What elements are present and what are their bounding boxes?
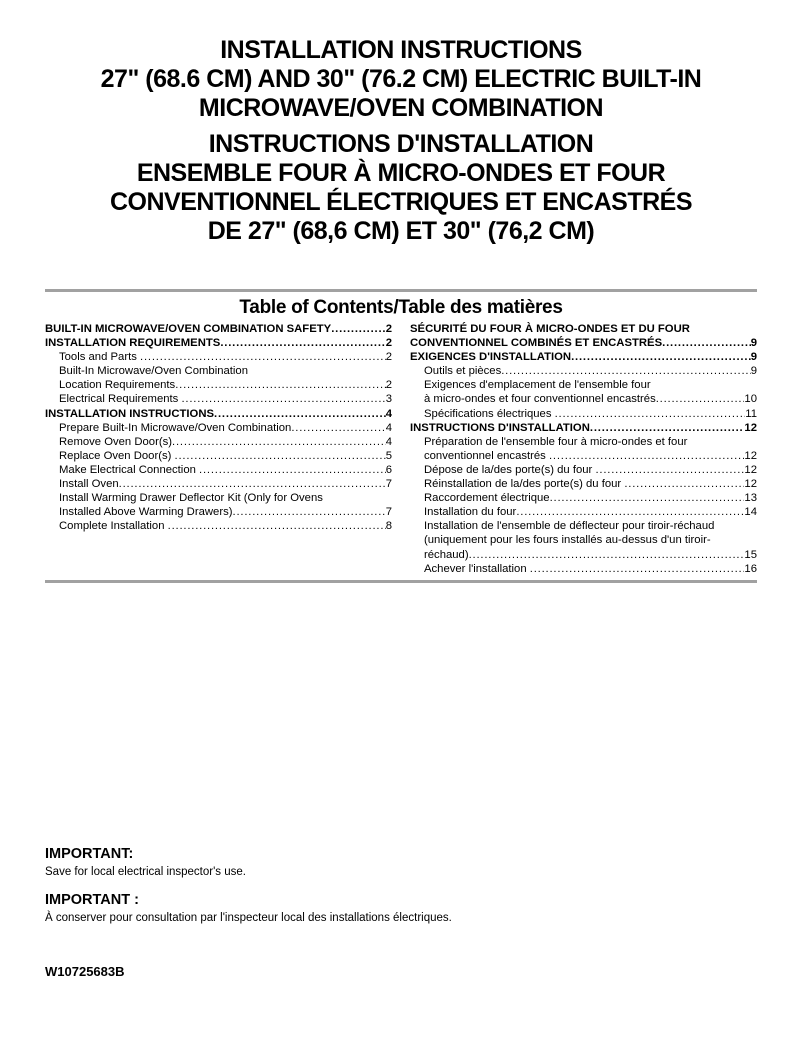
toc-page-number: 12: [744, 421, 757, 434]
toc-right-column: [410, 322, 757, 576]
toc-page-number: 7: [385, 506, 392, 519]
dot-leader: [662, 336, 751, 350]
toc-entry-label: conventionnel encastrés: [424, 449, 549, 462]
toc-entry: [410, 519, 757, 561]
dot-leader: [656, 392, 745, 406]
document-title: [45, 36, 757, 246]
dot-leader: [175, 449, 386, 463]
toc-entry-label: Install Oven: [59, 478, 119, 491]
toc-entry: [45, 336, 392, 350]
toc-entry: [45, 322, 392, 336]
title-line: MICROWAVE/OVEN COMBINATION: [198, 94, 604, 122]
toc-entry-label: Spécifications électriques: [424, 407, 555, 420]
toc-entry: [45, 435, 392, 449]
title-line: CONVENTIONNEL ÉLECTRIQUES ET ENCASTRÉS: [110, 188, 692, 216]
title-line: INSTALLATION INSTRUCTIONS: [220, 36, 582, 64]
dot-leader: [590, 421, 745, 435]
dot-leader: [220, 336, 385, 350]
toc-page-number: 9: [750, 351, 757, 364]
toc-entry: [45, 421, 392, 435]
toc-page-number: 7: [385, 478, 392, 491]
toc-entry: [410, 477, 757, 491]
dot-leader: [233, 505, 386, 519]
toc-entry: [410, 562, 757, 576]
divider-top: [45, 289, 757, 292]
dot-leader: [140, 350, 386, 364]
toc-page-number: 4: [385, 407, 392, 420]
dot-leader: [175, 378, 386, 392]
toc-entry-label: Dépose de la/des porte(s) du four: [424, 463, 596, 476]
toc-entry-label: Location Requirements: [59, 379, 176, 392]
toc-page-number: 4: [385, 435, 392, 448]
toc-entry-label: INSTALLATION REQUIREMENTS: [45, 337, 221, 350]
toc-entry-label: Préparation de l'ensemble four à micro-ondes et four: [424, 435, 688, 448]
toc-entry: [410, 378, 757, 406]
toc-entry-label: Raccordement électrique: [424, 492, 550, 505]
toc-entry-label: Exigences d'emplacement de l'ensemble four: [424, 379, 651, 392]
dot-leader: [214, 407, 386, 421]
toc-page-number: 10: [744, 393, 757, 406]
title-line: ENSEMBLE FOUR À MICRO-ONDES ET FOUR: [136, 159, 666, 187]
dot-leader: [172, 435, 386, 449]
toc-entry: [410, 491, 757, 505]
divider-bottom: [45, 580, 757, 583]
dot-leader: [516, 505, 744, 519]
toc-entry-label: Make Electrical Connection: [59, 463, 200, 476]
dot-leader: [624, 477, 744, 491]
toc-entry: [45, 477, 392, 491]
dot-leader: [119, 477, 386, 491]
toc-page-number: 2: [385, 323, 392, 335]
toc-entry: [45, 491, 392, 519]
toc-entry: [410, 463, 757, 477]
toc-page-number: 12: [744, 449, 757, 462]
part-number: W10725683B: [45, 963, 125, 979]
toc-page-number: 13: [744, 492, 757, 505]
toc-entry-label: Built-In Microwave/Oven Combination: [59, 365, 248, 378]
title-line: 27" (68.6 CM) AND 30" (76.2 CM) ELECTRIC BUILT-IN: [100, 65, 702, 93]
toc-page-number: 16: [744, 562, 757, 575]
toc-entry-label: Tools and Parts: [59, 351, 141, 364]
toc-page-number: 12: [744, 463, 757, 476]
toc-entry: [410, 421, 757, 435]
toc-entry-label: Install Warming Drawer Deflector Kit (Only for Ovens: [59, 492, 323, 505]
dot-leader: [530, 562, 745, 576]
toc-entry: [410, 435, 757, 463]
toc-entry-label: à micro-ondes et four conventionnel encastrés: [424, 393, 656, 406]
dot-leader: [469, 548, 745, 562]
toc-entry-label: Installed Above Warming Drawers): [59, 506, 233, 519]
note-text: À conserver pour consultation par l'inspecteur local des installations électriques.: [45, 911, 452, 924]
toc-page-number: 2: [385, 379, 392, 392]
toc-entry-label: (uniquement pour les fours installés au-dessus d'un tiroir-: [424, 534, 711, 547]
toc-entry: [410, 407, 757, 421]
toc-entry-label: Electrical Requirements: [59, 393, 182, 406]
toc-page-number: 9: [750, 365, 757, 378]
important-note-english: [45, 846, 757, 879]
toc-entry: [410, 350, 757, 364]
important-notes: [45, 846, 757, 925]
dot-leader: [571, 350, 751, 364]
toc-title: Table of Contents/Table des matières: [239, 297, 563, 318]
title-line: DE 27" (68,6 CM) ET 30" (76,2 CM): [207, 217, 595, 245]
toc-entry-label: Complete Installation: [59, 520, 168, 533]
toc-entry-label: Achever l'installation: [424, 562, 530, 575]
dot-leader: [331, 322, 386, 336]
dot-leader: [199, 463, 386, 477]
toc-page-number: 5: [385, 449, 392, 462]
dot-leader: [595, 463, 744, 477]
dot-leader: [181, 392, 385, 406]
toc-entry: [45, 519, 392, 533]
toc-entry-label: SÉCURITÉ DU FOUR À MICRO-ONDES ET DU FOUR: [410, 323, 690, 335]
toc-entry: [410, 505, 757, 519]
toc-entry-label: INSTRUCTIONS D'INSTALLATION: [410, 421, 590, 434]
note-heading: IMPORTANT :: [45, 891, 139, 908]
toc-entry-label: CONVENTIONNEL COMBINÉS ET ENCASTRÉS: [410, 337, 663, 350]
toc-entry: [45, 407, 392, 421]
toc-entry-label: Remove Oven Door(s): [59, 435, 173, 448]
note-text: Save for local electrical inspector's use.: [45, 865, 246, 878]
toc-page-number: 6: [385, 463, 392, 476]
dot-leader: [168, 519, 386, 533]
toc-page-number: 2: [385, 351, 392, 364]
toc-entry-label: réchaud): [424, 548, 469, 561]
toc-page-number: 11: [745, 407, 757, 420]
toc-entry: [410, 322, 757, 350]
toc-entry-label: Outils et pièces: [424, 365, 502, 378]
toc-page-number: 3: [385, 393, 392, 406]
dot-leader: [501, 364, 750, 378]
title-french: [45, 130, 757, 246]
toc-entry-label: EXIGENCES D'INSTALLATION: [410, 351, 572, 364]
toc-entry-label: Replace Oven Door(s): [59, 449, 175, 462]
dot-leader: [550, 491, 745, 505]
toc-entry-label: Installation de l'ensemble de déflecteur pour tiroir-réchaud: [424, 520, 715, 533]
dot-leader: [549, 449, 744, 463]
toc-page-number: 14: [744, 506, 757, 519]
toc-left-column: [45, 322, 392, 533]
title-line: INSTRUCTIONS D'INSTALLATION: [208, 130, 594, 158]
toc-page-number: 8: [385, 520, 392, 533]
toc-entry-label: Réinstallation de la/des porte(s) du four: [424, 478, 625, 491]
toc-entry: [45, 392, 392, 406]
toc-page-number: 4: [385, 421, 392, 434]
toc-entry-label: Installation du four: [424, 506, 517, 519]
dot-leader: [291, 421, 385, 435]
toc-entry-label: BUILT-IN MICROWAVE/OVEN COMBINATION SAFETY: [45, 323, 332, 335]
note-heading: IMPORTANT:: [45, 845, 134, 862]
toc-page-number: 12: [744, 478, 757, 491]
toc-entry: [410, 364, 757, 378]
toc-entry-label: Prepare Built-In Microwave/Oven Combination: [59, 421, 292, 434]
title-english: [45, 36, 757, 123]
important-note-french: [45, 892, 757, 925]
dot-leader: [555, 407, 746, 421]
table-of-contents: [45, 322, 757, 576]
toc-page-number: 9: [750, 337, 757, 350]
toc-entry-label: INSTALLATION INSTRUCTIONS: [45, 407, 215, 420]
toc-entry: [45, 364, 392, 392]
toc-page-number: 15: [744, 548, 757, 561]
toc-entry: [45, 350, 392, 364]
toc-page-number: 2: [385, 337, 392, 350]
toc-entry: [45, 449, 392, 463]
toc-entry: [45, 463, 392, 477]
